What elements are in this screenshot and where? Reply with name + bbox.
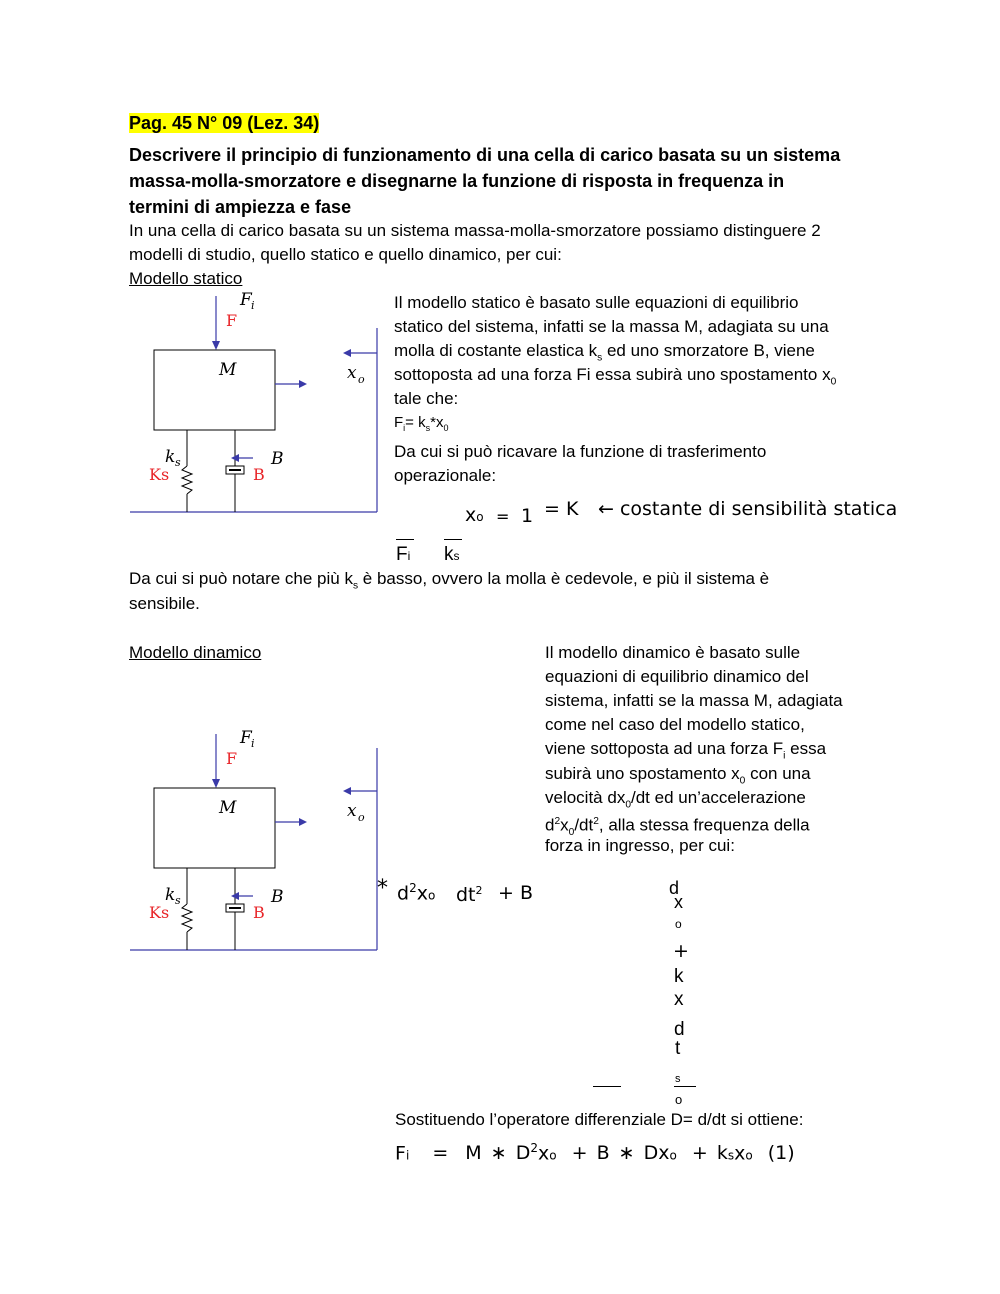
question-line-1: Descrivere il principio di funzionamento di una cella di carico basata su un sistema [129, 145, 841, 165]
stack-d2: d [674, 1019, 685, 1040]
final-equation: Fi = M ∗ $D^2xo + B$ ∗ Dxo + ksxo (1) [395, 1141, 795, 1165]
diagram-x-label: x [347, 363, 357, 383]
static-text-3: molla di costante elastica $k_s$ ed uno smorzatore B, viene [394, 341, 815, 364]
question-line-3: termini di ampiezza e fase [129, 197, 352, 217]
diagram2-F-red: F [226, 749, 238, 768]
dynamic-text-6: subirà uno spostamento $x_0$ con una [545, 764, 811, 787]
diagram-B-label: B [271, 449, 284, 469]
formula-eq: = [496, 507, 510, 526]
formula-den-F: Fi [396, 544, 411, 565]
dynamic-text-2: equazioni di equilibrio dinamico del [545, 667, 809, 686]
static-heading: Modello statico [129, 269, 243, 288]
fraction-bar-2 [444, 539, 462, 540]
svg-text:o: o [358, 373, 365, 386]
dynamic-diagram [125, 724, 385, 956]
diagram2-B-red: B [253, 903, 265, 922]
formula-numerator-x: xo [465, 504, 484, 526]
diagram2-M-label: M [219, 798, 237, 818]
dynamic-text-4: come nel caso del modello statico, [545, 715, 805, 734]
diagram-F-red: F [226, 311, 238, 330]
stack-plus: + [673, 940, 689, 962]
stack-x2: x [674, 989, 684, 1010]
stack-s: s [675, 1073, 681, 1085]
diagram-k-label: k [165, 447, 176, 467]
diagram-B-red: B [253, 465, 265, 484]
intro-line-2: modelli di studio, quello statico e quello dinamico, per cui: [129, 245, 562, 264]
diagram2-B-label: B [271, 887, 284, 907]
diagram2-k-label: k [165, 885, 176, 905]
static-text-2: statico del sistema, infatti se la massa M, adagiata su una [394, 317, 829, 336]
dyn-eq-plusB: + B [498, 882, 533, 904]
stack-bar-right [674, 1086, 696, 1087]
dynamic-text-7: velocità $dx_0/dt$ ed un’accelerazione [545, 788, 806, 811]
page-tag [129, 110, 319, 136]
stack-o2: o [675, 1092, 683, 1107]
static-equation: $F_i= k_s*x_0$ [394, 414, 449, 433]
formula-one: 1 [521, 505, 534, 527]
dynamic-text-5: viene sottoposta ad una forza $F_i$ essa [545, 739, 827, 762]
svg-text:s: s [175, 894, 181, 907]
transfer-line-1: Da cui si può ricavare la funzione di trasferimento [394, 442, 767, 461]
question-line-2: massa-molla-smorzatore e disegnarne la funzione di risposta in frequenza in [129, 171, 785, 191]
diagram2-Ks-red: Ks [149, 903, 170, 922]
formula-equals-k: = K [544, 498, 579, 520]
stack-x: x [674, 892, 683, 912]
dyn-eq-dt2: $dt^2$ [456, 884, 483, 906]
svg-text:i: i [251, 737, 255, 750]
diagram-Ks-red: Ks [149, 465, 170, 484]
dynamic-text-9: forza in ingresso, per cui: [545, 836, 735, 855]
substitution-text: Sostituendo l’operatore differenziale D= d/dt si ottiene: [395, 1110, 804, 1129]
stack-d: d [669, 878, 680, 898]
formula-den-k: ks [444, 544, 460, 565]
dyn-eq-d2x: $d^2xo$ [397, 881, 436, 905]
transfer-line-2: operazionale: [394, 466, 497, 485]
formula-note: ← costante di sensibilità statica [598, 498, 898, 520]
mass-box-2 [154, 788, 275, 868]
dynamic-text-8: $d^2x_0/dt^2$, alla stessa frequenza della [545, 815, 810, 839]
stack-k: k [674, 966, 684, 987]
static-text-1: Il modello statico è basato sulle equazioni di equilibrio [394, 293, 799, 312]
svg-text:i: i [251, 299, 255, 312]
intro-line-1: In una cella di carico basata su un sistema massa-molla-smorzatore possiamo distinguere 2 [129, 221, 821, 240]
mass-box [154, 350, 275, 430]
diagram-Fi-label: F [240, 290, 252, 310]
fraction-bar-1 [396, 539, 414, 540]
dyn-eq-star: * [377, 876, 388, 901]
static-text-5: tale che: [394, 389, 459, 408]
dynamic-heading: Modello dinamico [129, 643, 262, 662]
svg-text:s: s [175, 456, 181, 469]
stack-t: t [675, 1038, 681, 1059]
diagram2-x-label: x [347, 801, 357, 821]
static-diagram [125, 286, 385, 518]
stack-o: o [675, 917, 682, 931]
diagram2-Fi-label: F [240, 728, 252, 748]
conclusion-line-1: Da cui si può notare che più $k_s$ è basso, ovvero la molla è cedevole, e più il sistema è [129, 569, 770, 592]
conclusion-line-2: sensibile. [129, 594, 200, 613]
dynamic-text-1: Il modello dinamico è basato sulle [545, 643, 801, 662]
page-tag-text: Pag. 45 N° 09 (Lez. 34) [129, 113, 320, 133]
diagram-M-label: M [219, 360, 237, 380]
svg-text:o: o [358, 811, 365, 824]
dynamic-text-3: sistema, infatti se la massa M, adagiata [545, 691, 843, 710]
static-text-4: sottoposta ad una forza Fi essa subirà uno spostamento $x_0$ [394, 365, 837, 388]
stack-bar-left [593, 1086, 621, 1087]
